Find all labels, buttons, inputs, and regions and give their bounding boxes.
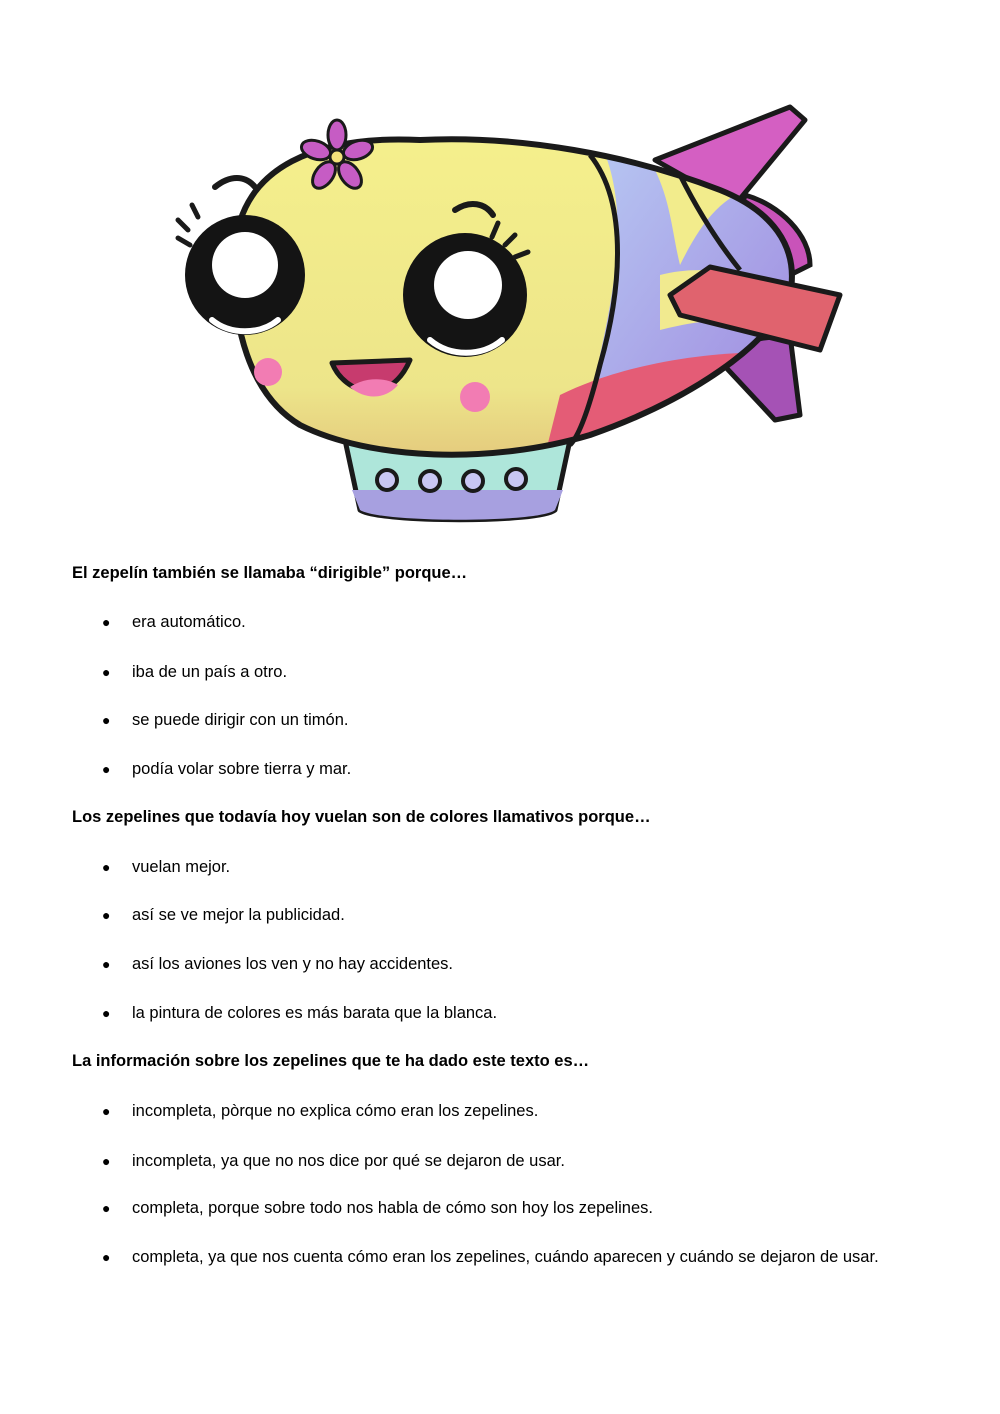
- bullet-icon: ●: [102, 956, 111, 972]
- answer-text: así los aviones los ven y no hay accidentes.: [132, 955, 454, 973]
- answer-option[interactable]: [102, 1001, 932, 1025]
- answer-text: se puede dirigir con un timón.: [132, 711, 349, 729]
- answer-option[interactable]: [102, 708, 932, 732]
- question-prompt: La información sobre los zepelines que te ha dado este texto es…: [72, 1052, 590, 1070]
- bullet-icon: ●: [102, 664, 111, 680]
- answer-text: completa, porque sobre todo nos habla de cómo son hoy los zepelines.: [132, 1199, 653, 1217]
- bullet-icon: ●: [102, 907, 111, 923]
- answer-option[interactable]: [102, 1245, 932, 1269]
- answer-option[interactable]: [102, 903, 932, 927]
- answer-text: la pintura de colores es más barata que la blanca.: [132, 1004, 498, 1022]
- answer-option[interactable]: [102, 855, 932, 879]
- cartoon-zeppelin-icon: [160, 95, 850, 535]
- answer-option[interactable]: [102, 952, 932, 976]
- answer-text: iba de un país a otro.: [132, 663, 288, 681]
- answer-option[interactable]: [102, 610, 932, 634]
- bullet-icon: ●: [102, 761, 111, 777]
- question-prompt: El zepelín también se llamaba “dirigible” porque…: [72, 564, 468, 582]
- answer-text: era automático.: [132, 613, 246, 631]
- bullet-icon: ●: [102, 614, 111, 630]
- answer-text: vuelan mejor.: [132, 858, 231, 876]
- answer-text: incompleta, ya que no nos dice por qué se dejaron de usar.: [132, 1152, 565, 1170]
- answer-option[interactable]: [102, 1196, 932, 1220]
- answer-option[interactable]: [102, 1149, 932, 1173]
- bullet-icon: ●: [102, 1153, 111, 1169]
- bullet-icon: ●: [102, 859, 111, 875]
- bullet-icon: ●: [102, 712, 111, 728]
- answer-text: incompleta, pòrque no explica cómo eran los zepelines.: [132, 1102, 539, 1120]
- bullet-icon: ●: [102, 1200, 111, 1216]
- answer-option[interactable]: [102, 1099, 932, 1123]
- bullet-icon: ●: [102, 1249, 111, 1265]
- answer-text: así se ve mejor la publicidad.: [132, 906, 345, 924]
- bullet-icon: ●: [102, 1103, 111, 1119]
- answer-text: completa, ya que nos cuenta cómo eran los zepelines, cuándo aparecen y cuándo se dejaron de usar.: [132, 1248, 879, 1266]
- answer-text: podía volar sobre tierra y mar.: [132, 760, 352, 778]
- bullet-icon: ●: [102, 1005, 111, 1021]
- question-prompt: Los zepelines que todavía hoy vuelan son de colores llamativos porque…: [72, 808, 651, 826]
- answer-option[interactable]: [102, 660, 932, 684]
- answer-option[interactable]: [102, 757, 932, 781]
